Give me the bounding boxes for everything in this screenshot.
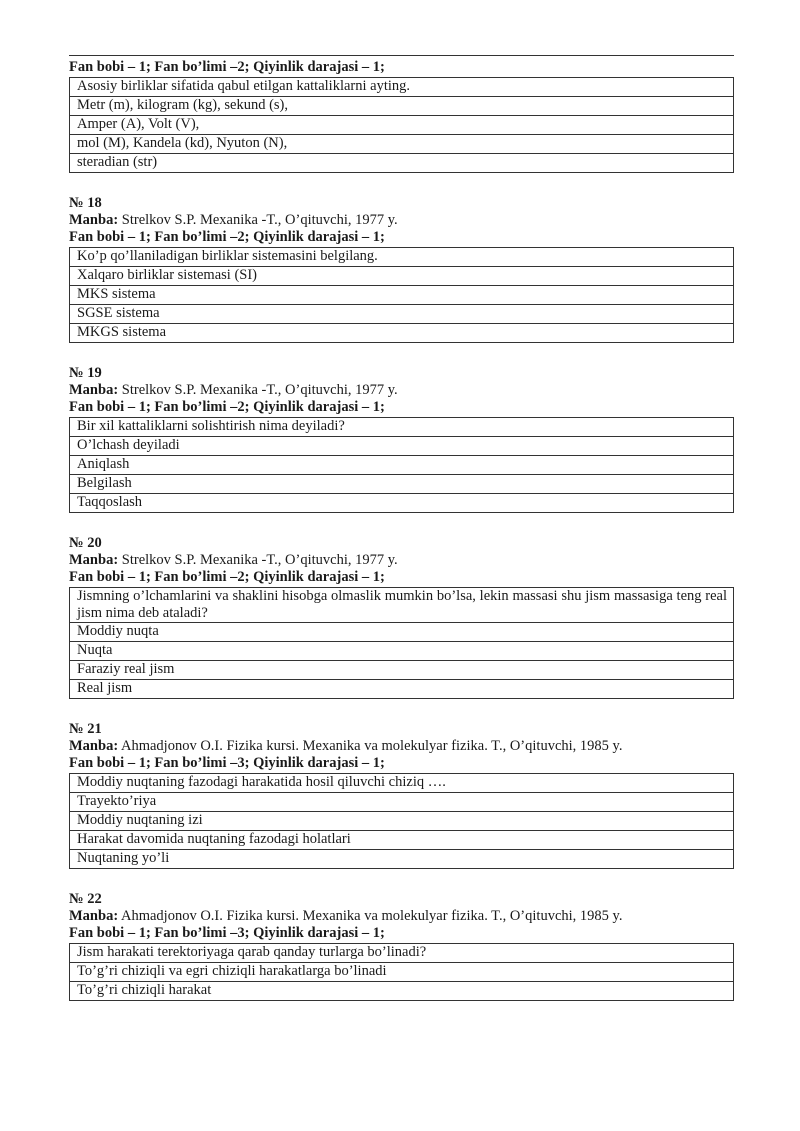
question-row (70, 944, 734, 963)
option-row (70, 623, 734, 642)
answer-option: Nuqtaning yo’li (70, 850, 734, 869)
question-block-21 (69, 721, 734, 869)
question-table (69, 587, 734, 699)
answer-option: To’g’ri chiziqli va egri chiziqli harakatlarga bo’linadi (70, 963, 734, 982)
option-row (70, 831, 734, 850)
question-meta-header: Fan bobi – 1; Fan bo’limi –2; Qiyinlik darajasi – 1; (69, 229, 385, 245)
question-table (69, 417, 734, 513)
question-text: Jismning o’lchamlarini va shaklini hisobga olmaslik mumkin bo’lsa, lekin massasi shu jism massasiga teng real jism nima deb ataladi? (70, 588, 734, 623)
question-meta-header: Fan bobi – 1; Fan bo’limi –2; Qiyinlik darajasi – 1; (69, 569, 385, 585)
source-label: Manba: (69, 212, 119, 228)
question-meta-header: Fan bobi – 1; Fan bo’limi –3; Qiyinlik darajasi – 1; (69, 925, 385, 941)
answer-option: mol (M), Kandela (kd), Nyuton (N), (70, 135, 734, 154)
question-number: № 19 (69, 365, 102, 381)
option-row (70, 642, 734, 661)
question-text: Asosiy birliklar sifatida qabul etilgan kattaliklarni ayting. (70, 78, 734, 97)
question-table (69, 247, 734, 343)
answer-option: MKS sistema (70, 286, 734, 305)
question-table (69, 943, 734, 1001)
question-source (69, 212, 734, 229)
answer-option: steradian (str) (70, 154, 734, 173)
answer-option: Belgilash (70, 475, 734, 494)
question-table (69, 773, 734, 869)
answer-option: Taqqoslash (70, 494, 734, 513)
question-block-17 (69, 59, 734, 173)
option-row (70, 154, 734, 173)
question-number: № 18 (69, 195, 102, 211)
answer-option: Moddiy nuqtaning izi (70, 812, 734, 831)
answer-option: Metr (m), kilogram (kg), sekund (s), (70, 97, 734, 116)
question-row (70, 774, 734, 793)
question-block-18 (69, 195, 734, 343)
source-label: Manba: (69, 382, 119, 398)
question-table (69, 77, 734, 173)
answer-option: MKGS sistema (70, 324, 734, 343)
answer-option: Faraziy real jism (70, 661, 734, 680)
question-text: Moddiy nuqtaning fazodagi harakatida hosil qiluvchi chiziq …. (70, 774, 734, 793)
question-block-22 (69, 891, 734, 1001)
question-row (70, 588, 734, 623)
question-row (70, 248, 734, 267)
option-row (70, 116, 734, 135)
option-row (70, 437, 734, 456)
answer-option: SGSE sistema (70, 305, 734, 324)
answer-option: O’lchash deyiladi (70, 437, 734, 456)
option-row (70, 982, 734, 1001)
question-source (69, 382, 734, 399)
option-row (70, 456, 734, 475)
answer-option: Trayekto’riya (70, 793, 734, 812)
option-row (70, 850, 734, 869)
answer-option: Aniqlash (70, 456, 734, 475)
question-text: Ko’p qo’llaniladigan birliklar sistemasini belgilang. (70, 248, 734, 267)
question-number: № 21 (69, 721, 102, 737)
source-text: Strelkov S.P. Mexanika -T., O’qituvchi, 1977 y. (118, 212, 398, 228)
answer-option: Moddiy nuqta (70, 623, 734, 642)
option-row (70, 793, 734, 812)
source-label: Manba: (69, 908, 119, 924)
answer-option: Amper (A), Volt (V), (70, 116, 734, 135)
source-label: Manba: (69, 738, 119, 754)
option-row (70, 680, 734, 699)
option-row (70, 97, 734, 116)
question-block-20 (69, 535, 734, 699)
question-block-19 (69, 365, 734, 513)
answer-option: Xalqaro birliklar sistemasi (SI) (70, 267, 734, 286)
question-text: Jism harakati terektoriyaga qarab qanday turlarga bo’linadi? (70, 944, 734, 963)
source-label: Manba: (69, 552, 119, 568)
answer-option: Nuqta (70, 642, 734, 661)
source-text: Ahmadjonov O.I. Fizika kursi. Mexanika va molekulyar fizika. T., O’qituvchi, 1985 y. (118, 738, 623, 754)
option-row (70, 267, 734, 286)
question-meta-header: Fan bobi – 1; Fan bo’limi –2; Qiyinlik darajasi – 1; (69, 399, 385, 415)
answer-option: Harakat davomida nuqtaning fazodagi holatlari (70, 831, 734, 850)
question-meta-header: Fan bobi – 1; Fan bo’limi –3; Qiyinlik darajasi – 1; (69, 755, 385, 771)
question-meta-header: Fan bobi – 1; Fan bo’limi –2; Qiyinlik darajasi – 1; (69, 59, 385, 75)
question-source (69, 552, 734, 569)
answer-option: Real jism (70, 680, 734, 699)
answer-option: To’g’ri chiziqli harakat (70, 982, 734, 1001)
question-text: Bir xil kattaliklarni solishtirish nima deyiladi? (70, 418, 734, 437)
option-row (70, 135, 734, 154)
question-source (69, 908, 734, 925)
option-row (70, 305, 734, 324)
option-row (70, 475, 734, 494)
question-row (70, 418, 734, 437)
question-number: № 22 (69, 891, 102, 907)
option-row (70, 661, 734, 680)
question-number: № 20 (69, 535, 102, 551)
option-row (70, 286, 734, 305)
option-row (70, 324, 734, 343)
option-row (70, 494, 734, 513)
top-rule (69, 55, 734, 56)
source-text: Strelkov S.P. Mexanika -T., O’qituvchi, 1977 y. (118, 382, 398, 398)
source-text: Ahmadjonov O.I. Fizika kursi. Mexanika va molekulyar fizika. T., O’qituvchi, 1985 y. (118, 908, 623, 924)
option-row (70, 963, 734, 982)
question-source (69, 738, 734, 755)
document-page (69, 55, 734, 1001)
source-text: Strelkov S.P. Mexanika -T., O’qituvchi, 1977 y. (118, 552, 398, 568)
question-row (70, 78, 734, 97)
option-row (70, 812, 734, 831)
